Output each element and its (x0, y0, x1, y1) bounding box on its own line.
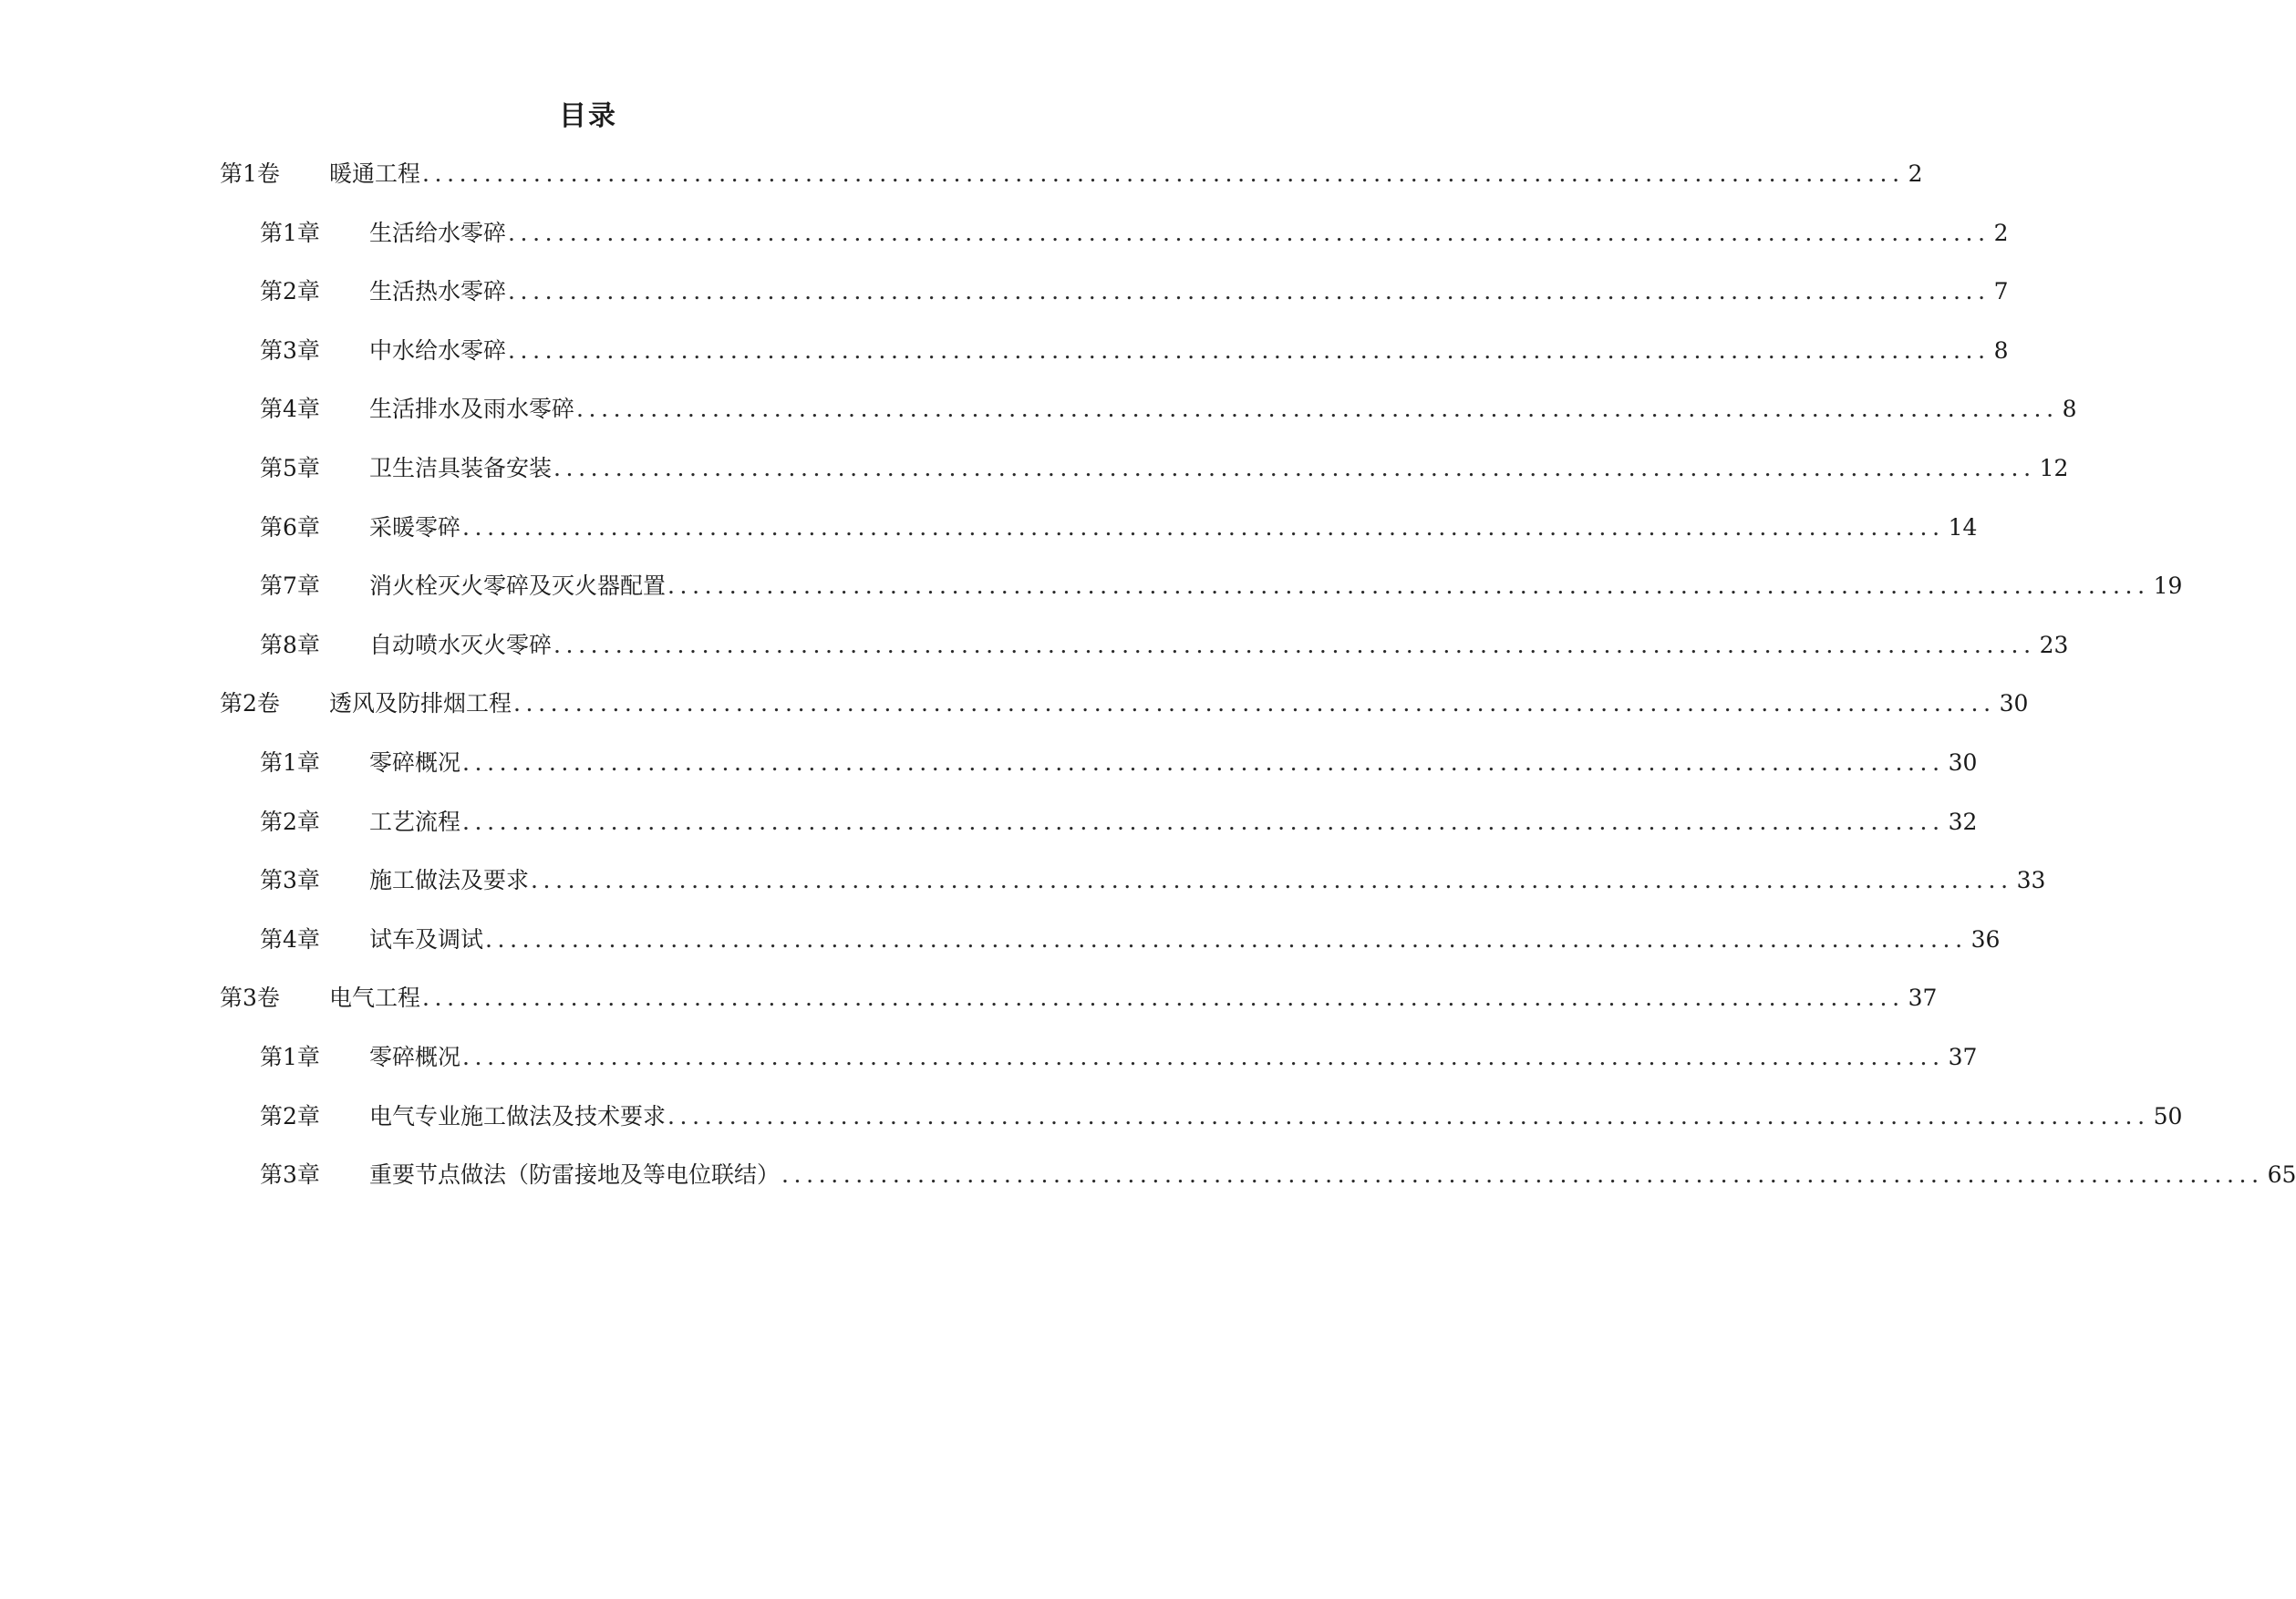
toc-entry-title: 消火栓灭火零碎及灭火器配置 (369, 573, 667, 600)
toc-entry-page: 14 (1948, 513, 1978, 541)
dot-leader: ........................................................................................................................ (462, 748, 1945, 776)
toc-entry-number: 第1章 (260, 219, 320, 246)
toc-entry-page: 12 (2039, 454, 2069, 481)
toc-entry-volume-1[interactable] (0, 160, 1923, 219)
toc-entry-page: 65 (2267, 1161, 2296, 1189)
toc-entry-page: 32 (1948, 808, 1978, 835)
toc-entry-number: 第8章 (260, 631, 320, 658)
toc-entry-volume-2[interactable] (0, 689, 2029, 748)
toc-entry-chapter[interactable] (0, 808, 1978, 867)
toc-entry-chapter[interactable] (0, 572, 2183, 631)
toc-entry-page: 2 (1908, 160, 1923, 187)
toc-entry-page: 37 (1948, 1043, 1978, 1070)
toc-entry-chapter[interactable] (0, 866, 2046, 925)
toc-entry-chapter[interactable] (0, 925, 2001, 985)
toc-entry-chapter[interactable] (0, 336, 2009, 396)
toc-entry-title: 零碎概况 (369, 748, 461, 776)
toc-entry-title: 暖通工程 (329, 160, 421, 187)
toc-entry-number: 第3章 (260, 1161, 320, 1189)
toc-entry-title: 透风及防排烟工程 (329, 690, 512, 717)
toc-entry-page: 19 (2153, 573, 2183, 600)
toc-entry-number: 第1卷 (220, 160, 280, 187)
dot-leader: ........................................................................................................................ (508, 336, 1991, 364)
toc-entry-chapter[interactable] (0, 277, 2009, 336)
toc-entry-title: 卫生洁具装备安装 (369, 454, 553, 481)
toc-entry-chapter[interactable] (0, 219, 2009, 278)
toc-entry-title: 生活热水零碎 (369, 278, 507, 305)
toc-entry-title: 试车及调试 (369, 925, 484, 953)
toc-entry-chapter[interactable] (0, 1043, 1978, 1102)
toc-entry-chapter[interactable] (0, 1161, 2296, 1220)
toc-entry-page: 2 (1993, 219, 2009, 246)
toc-entry-page: 50 (2153, 1102, 2183, 1130)
dot-leader: ........................................................................................................................ (485, 925, 1968, 953)
toc-entry-number: 第2章 (260, 278, 320, 305)
toc-entry-title: 零碎概况 (369, 1043, 461, 1070)
dot-leader: ........................................................................................................................ (462, 1043, 1945, 1070)
toc-entry-chapter[interactable] (0, 1102, 2183, 1161)
toc-entry-page: 23 (2039, 631, 2069, 658)
toc-entry-chapter[interactable] (0, 513, 1978, 573)
dot-leader: ........................................................................................................................ (667, 1102, 2150, 1130)
toc-entry-title: 工艺流程 (369, 808, 461, 835)
toc-entry-number: 第2章 (260, 808, 320, 835)
toc-entry-chapter[interactable] (0, 395, 2077, 454)
dot-leader: ........................................................................................................................ (667, 573, 2150, 600)
dot-leader: ........................................................................................................................ (462, 808, 1945, 835)
dot-leader: ........................................................................................................................ (781, 1161, 2264, 1189)
toc-entry-page: 37 (1908, 985, 1938, 1012)
toc-entry-number: 第1章 (260, 1043, 320, 1070)
toc-entry-number: 第4章 (260, 925, 320, 953)
toc-entry-number: 第5章 (260, 454, 320, 481)
toc-entry-title: 自动喷水灭火零碎 (369, 631, 553, 658)
toc-entry-chapter[interactable] (0, 748, 1978, 808)
dot-leader: ........................................................................................................................ (553, 631, 2036, 658)
toc-entry-chapter[interactable] (0, 454, 2069, 513)
dot-leader: ........................................................................................................................ (553, 454, 2036, 481)
dot-leader: ........................................................................................................................ (576, 396, 2059, 423)
toc-entry-page: 8 (2062, 396, 2077, 423)
dot-leader: ........................................................................................................................ (422, 160, 1905, 187)
toc-entry-number: 第2章 (260, 1102, 320, 1130)
dot-leader: ........................................................................................................................ (508, 278, 1991, 305)
toc-entry-number: 第7章 (260, 573, 320, 600)
toc-entry-title: 中水给水零碎 (369, 336, 507, 364)
dot-leader: ........................................................................................................................ (422, 985, 1905, 1012)
toc-entry-number: 第3章 (260, 336, 320, 364)
toc-entry-number: 第4章 (260, 396, 320, 423)
toc-entry-number: 第3卷 (220, 985, 280, 1012)
toc-entry-number: 第2卷 (220, 690, 280, 717)
dot-leader: ........................................................................................................................ (513, 690, 1996, 717)
toc-entry-title: 生活给水零碎 (369, 219, 507, 246)
toc-entry-title: 采暖零碎 (369, 513, 461, 541)
toc-entry-title: 电气专业施工做法及技术要求 (369, 1102, 667, 1130)
toc-entry-number: 第6章 (260, 513, 320, 541)
toc-entry-page: 8 (1993, 336, 2009, 364)
toc-entry-page: 36 (1970, 925, 2001, 953)
toc-entry-page: 7 (1993, 278, 2009, 305)
toc-entry-chapter[interactable] (0, 631, 2069, 690)
toc-title: 目录 (559, 100, 617, 132)
dot-leader: ........................................................................................................................ (508, 219, 1991, 246)
toc-entry-volume-3[interactable] (0, 984, 1938, 1043)
toc-list (0, 160, 2296, 1220)
dot-leader: ........................................................................................................................ (531, 867, 2013, 894)
toc-entry-page: 30 (1999, 690, 2029, 717)
toc-entry-title: 施工做法及要求 (369, 867, 530, 894)
toc-entry-number: 第3章 (260, 867, 320, 894)
toc-entry-page: 33 (2016, 867, 2046, 894)
toc-entry-title: 重要节点做法（防雷接地及等电位联结） (369, 1161, 781, 1189)
toc-entry-page: 30 (1948, 748, 1978, 776)
toc-entry-number: 第1章 (260, 748, 320, 776)
dot-leader: ........................................................................................................................ (462, 513, 1945, 541)
toc-entry-title: 电气工程 (329, 985, 421, 1012)
toc-entry-title: 生活排水及雨水零碎 (369, 396, 575, 423)
